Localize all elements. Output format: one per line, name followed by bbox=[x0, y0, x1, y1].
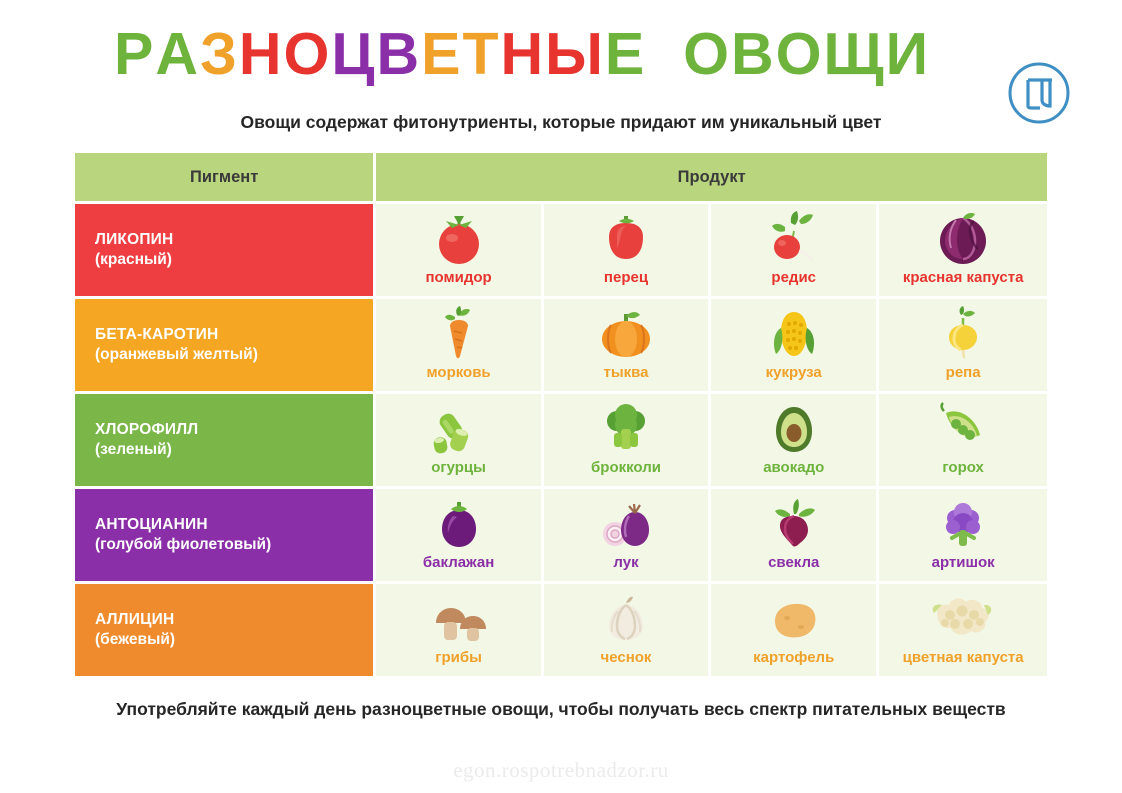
title-letter: Н bbox=[238, 21, 284, 87]
product-cell bbox=[879, 394, 1047, 486]
pigment-cell bbox=[75, 394, 373, 486]
product-item bbox=[879, 299, 1047, 381]
beetroot-icon bbox=[763, 496, 825, 552]
product-cell bbox=[711, 204, 876, 296]
garlic-icon bbox=[597, 591, 655, 647]
pigment-name: БЕТА-КАРОТИН bbox=[95, 326, 219, 343]
title-letter: В bbox=[730, 21, 776, 87]
carrot-icon bbox=[435, 306, 483, 362]
product-cell bbox=[879, 489, 1047, 581]
title-letter: Т bbox=[462, 21, 501, 87]
product-cell bbox=[376, 489, 540, 581]
pigment-subtitle: (зеленый) bbox=[95, 441, 172, 458]
radish-icon bbox=[761, 211, 827, 267]
pigment-subtitle: (оранжевый желтый) bbox=[95, 346, 258, 363]
table-row bbox=[75, 204, 1047, 296]
product-cell bbox=[879, 204, 1047, 296]
title-letter: О bbox=[283, 21, 332, 87]
table-row bbox=[75, 584, 1047, 676]
table-row bbox=[75, 299, 1047, 391]
title-letter: Н bbox=[500, 21, 546, 87]
red-cabbage-icon bbox=[926, 211, 1000, 267]
potato-icon bbox=[763, 591, 825, 647]
watermark: egon.rospotrebnadzor.ru bbox=[453, 758, 669, 782]
avocado-icon bbox=[768, 401, 820, 457]
product-label: свекла bbox=[768, 554, 820, 571]
product-label: грибы bbox=[435, 649, 482, 666]
product-cell bbox=[376, 299, 540, 391]
product-label: морковь bbox=[426, 364, 491, 381]
product-cell bbox=[376, 584, 540, 676]
title-letter bbox=[646, 24, 683, 84]
pigment-subtitle: (красный) bbox=[95, 251, 172, 268]
product-label: артишок bbox=[931, 554, 995, 571]
product-cell bbox=[711, 489, 876, 581]
product-cell bbox=[376, 204, 540, 296]
pigment-cell bbox=[75, 489, 373, 581]
product-label: репа bbox=[945, 364, 981, 381]
product-item bbox=[376, 489, 540, 571]
product-item bbox=[711, 394, 876, 476]
product-label: тыква bbox=[603, 364, 649, 381]
product-cell bbox=[544, 204, 708, 296]
peas-icon bbox=[932, 401, 994, 457]
product-item bbox=[544, 489, 708, 571]
product-label: брокколи bbox=[591, 459, 661, 476]
title-letter: Щ bbox=[823, 21, 886, 87]
product-cell bbox=[879, 299, 1047, 391]
title-letter: В bbox=[376, 21, 422, 87]
product-item bbox=[879, 584, 1047, 666]
cauliflower-icon bbox=[926, 591, 1000, 647]
product-item bbox=[544, 204, 708, 286]
title-letter: Ы bbox=[545, 21, 605, 87]
product-label: картофель bbox=[753, 649, 835, 666]
product-cell bbox=[711, 299, 876, 391]
product-cell bbox=[544, 394, 708, 486]
table-row bbox=[75, 394, 1047, 486]
pigment-name: ХЛОРОФИЛЛ bbox=[95, 421, 199, 438]
turnip-icon bbox=[937, 306, 989, 362]
title-letter: И bbox=[885, 21, 931, 87]
mushrooms-icon bbox=[426, 591, 492, 647]
product-cell bbox=[544, 489, 708, 581]
broccoli-icon bbox=[595, 401, 657, 457]
product-label: красная капуста bbox=[902, 269, 1024, 286]
product-label: кукруза bbox=[765, 364, 822, 381]
product-cell bbox=[711, 584, 876, 676]
product-label: цветная капуста bbox=[902, 649, 1024, 666]
product-item bbox=[376, 204, 540, 286]
artichoke-icon bbox=[935, 496, 991, 552]
title-letter: З bbox=[199, 21, 239, 87]
title-letter: Ц bbox=[331, 21, 377, 87]
footer-note: Употребляйте каждый день разноцветные овощи, чтобы получать весь спектр питательных веществ bbox=[116, 699, 1006, 719]
product-item bbox=[376, 584, 540, 666]
title-letter: Е bbox=[604, 21, 647, 87]
header-product: Продукт bbox=[376, 153, 1047, 201]
eggplant-icon bbox=[435, 496, 483, 552]
product-item bbox=[544, 299, 708, 381]
product-item bbox=[879, 489, 1047, 571]
title-letter: А bbox=[155, 21, 200, 87]
pigment-name: АНТОЦИАНИН bbox=[95, 516, 208, 533]
corn-icon bbox=[768, 306, 820, 362]
product-cell bbox=[879, 584, 1047, 676]
product-item bbox=[879, 204, 1047, 286]
pigment-cell bbox=[75, 204, 373, 296]
table-header-row bbox=[75, 153, 1047, 201]
product-label: баклажан bbox=[422, 554, 495, 571]
onion-icon bbox=[595, 496, 657, 552]
pigment-cell bbox=[75, 299, 373, 391]
product-label: горох bbox=[942, 459, 984, 476]
product-item bbox=[711, 489, 876, 571]
header-pigment: Пигмент bbox=[75, 153, 373, 201]
product-label: чеснок bbox=[600, 649, 652, 666]
product-item bbox=[711, 584, 876, 666]
title-letter: Е bbox=[421, 21, 463, 87]
pigment-name: АЛЛИЦИН bbox=[95, 611, 175, 628]
pigment-subtitle: (бежевый) bbox=[95, 631, 176, 648]
product-label: огурцы bbox=[431, 459, 486, 476]
product-cell bbox=[544, 584, 708, 676]
product-item bbox=[544, 584, 708, 666]
product-label: авокадо bbox=[763, 459, 825, 476]
bell-pepper-icon bbox=[597, 211, 655, 267]
pigment-subtitle: (голубой фиолетовый) bbox=[95, 536, 272, 553]
pigment-product-table bbox=[72, 150, 1050, 679]
product-label: перец bbox=[603, 269, 649, 286]
title-letter: О bbox=[683, 21, 731, 87]
title-letter: Р bbox=[113, 21, 156, 87]
product-label: помидор bbox=[425, 269, 492, 286]
subtitle: Овощи содержат фитонутриенты, которые придают им уникальный цвет bbox=[240, 112, 882, 132]
product-cell bbox=[711, 394, 876, 486]
product-cell bbox=[376, 394, 540, 486]
title-row bbox=[0, 21, 1122, 100]
cucumber-icon bbox=[428, 401, 490, 457]
product-item bbox=[376, 394, 540, 476]
product-item bbox=[711, 299, 876, 381]
tomato-icon bbox=[428, 211, 490, 267]
page-title bbox=[72, 21, 972, 87]
product-label: лук bbox=[613, 554, 639, 571]
product-item bbox=[376, 299, 540, 381]
title-letter: О bbox=[775, 21, 824, 87]
pigment-name: ЛИКОПИН bbox=[95, 231, 174, 248]
pumpkin-icon bbox=[593, 306, 659, 362]
product-item bbox=[544, 394, 708, 476]
pigment-cell bbox=[75, 584, 373, 676]
product-label: редис bbox=[771, 269, 817, 286]
product-item bbox=[879, 394, 1047, 476]
product-cell bbox=[544, 299, 708, 391]
product-item bbox=[711, 204, 876, 286]
table-row bbox=[75, 489, 1047, 581]
